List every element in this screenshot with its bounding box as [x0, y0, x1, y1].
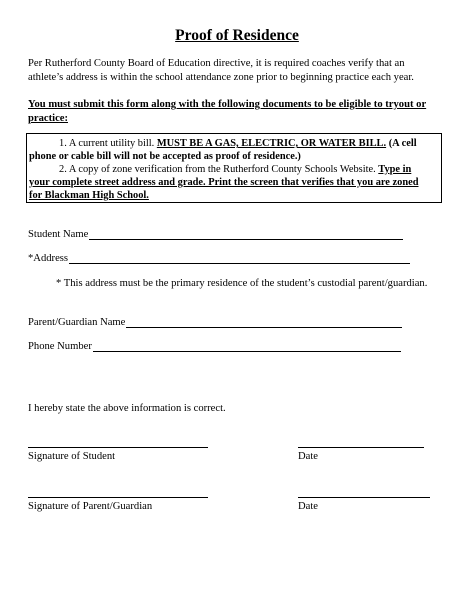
required-documents-box	[26, 133, 442, 203]
student-name-label: Student Name	[28, 229, 89, 240]
phone-number-field	[28, 340, 401, 352]
student-date-line[interactable]	[298, 447, 424, 448]
student-signature-label: Signature of Student	[28, 451, 116, 462]
requirement-2-emphasis-start: Type in	[378, 164, 412, 175]
parent-date-label: Date	[298, 501, 318, 512]
address-field	[28, 252, 410, 264]
student-date-label: Date	[298, 451, 318, 462]
intro-line-2: athlete’s address is within the school attendance zone prior to beginning practice each year.	[28, 71, 414, 83]
parent-guardian-name-field	[28, 316, 402, 328]
intro-paragraph	[28, 57, 453, 84]
parent-signature-label: Signature of Parent/Guardian	[28, 501, 153, 512]
page-title: Proof of Residence	[175, 27, 299, 44]
parent-guardian-name-input-line[interactable]	[126, 316, 402, 328]
certification-statement: I hereby state the above information is correct.	[28, 403, 226, 414]
parent-guardian-name-label: Parent/Guardian Name	[28, 317, 126, 328]
requirement-2-text: 2. A copy of zone verification from the Rutherford County Schools Website.	[59, 164, 379, 175]
submission-instructions	[28, 98, 453, 125]
student-name-input-line[interactable]	[89, 228, 403, 240]
student-name-field	[28, 228, 403, 240]
student-signature-line[interactable]	[28, 447, 208, 448]
requirement-item-2	[29, 163, 438, 176]
must-line-2: practice:	[28, 112, 68, 124]
must-line-1: You must submit this form along with the following documents to be eligible to tryout or	[28, 99, 427, 110]
requirement-2-emphasis-middle: your complete street address and grade. Print the screen that verifies that you are zoned	[29, 177, 419, 188]
requirement-1-emphasis: MUST BE A GAS, ELECTRIC, OR WATER BILL.	[156, 138, 387, 149]
requirement-1-text: 1. A current utility bill.	[59, 138, 157, 149]
address-note: * This address must be the primary residence of the student’s custodial parent/guardian.	[56, 278, 428, 289]
phone-number-input-line[interactable]	[93, 340, 401, 352]
requirement-item-1	[29, 137, 438, 150]
requirement-2-emphasis-end: for Blackman High School.	[29, 190, 149, 201]
intro-line-1: Per Rutherford County Board of Education directive, it is required coaches verify that an	[28, 58, 405, 69]
parent-signature-line[interactable]	[28, 497, 208, 498]
requirement-1-note-end: phone or cable bill will not be accepted as proof of residence.)	[29, 151, 301, 162]
requirement-1-note-start: (A cell	[386, 138, 417, 149]
address-label: *Address	[28, 253, 69, 264]
address-input-line[interactable]	[69, 252, 410, 264]
phone-number-label: Phone Number	[28, 341, 92, 352]
parent-date-line[interactable]	[298, 497, 430, 498]
